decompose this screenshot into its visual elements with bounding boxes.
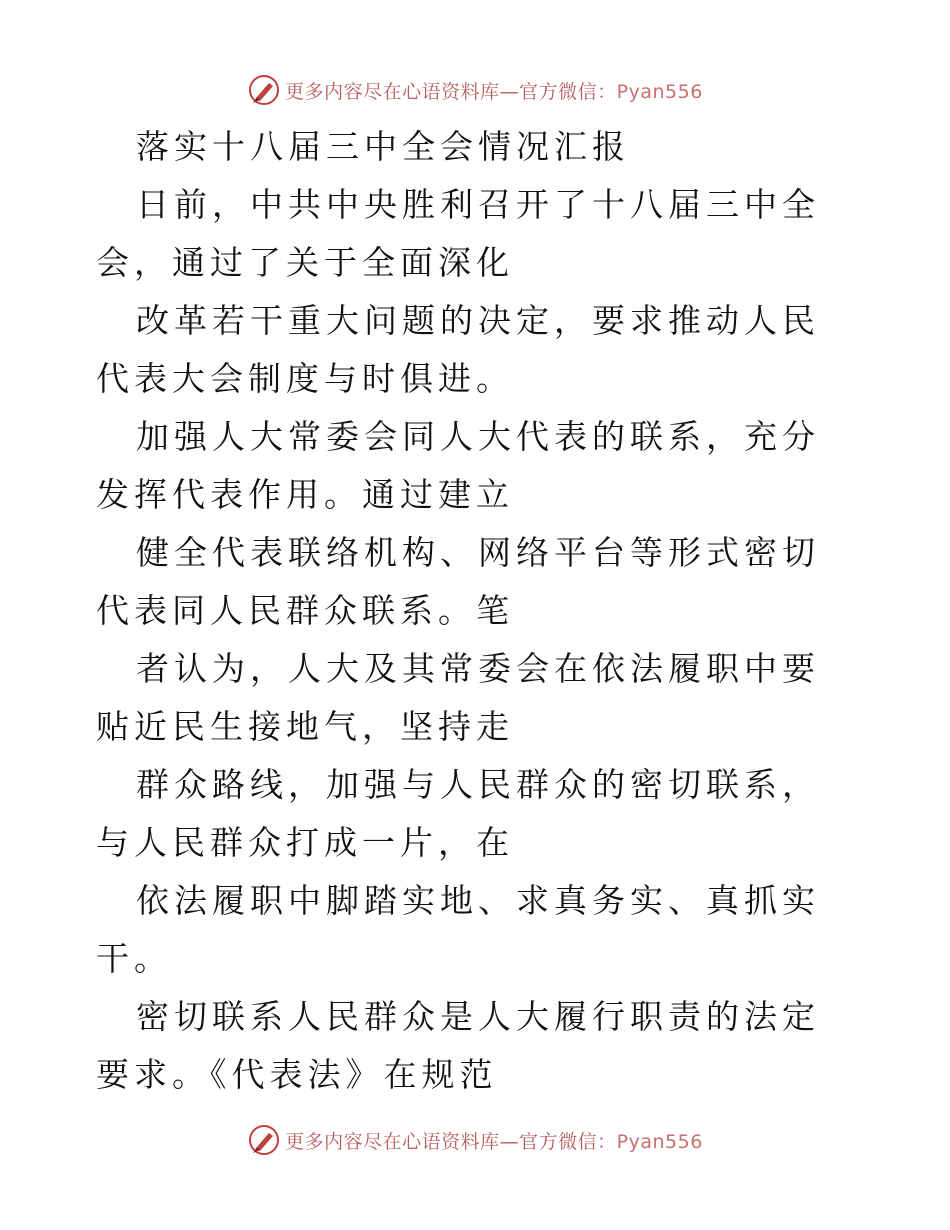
paragraph: 者认为，人大及其常委会在依法履职中要贴近民生接地气，坚持走 <box>96 649 820 746</box>
pen-logo-icon <box>247 1123 281 1157</box>
footer-watermark-banner <box>0 1120 950 1160</box>
paragraph: 群众路线，加强与人民群众的密切联系，与人民群众打成一片，在 <box>96 765 820 862</box>
paragraph: 日前，中共中央胜利召开了十八届三中全会，通过了关于全面深化 <box>96 185 820 282</box>
wechat-handle: Pyan556 <box>616 1130 703 1153</box>
paragraph: 改革若干重大问题的决定，要求推动人民代表大会制度与时俱进。 <box>96 301 820 398</box>
document-body <box>96 118 856 1104</box>
banner-text: 更多内容尽在心语资料库—官方微信：Pyan556 <box>285 1130 703 1153</box>
paragraph: 依法履职中脚踏实地、求真务实、真抓实干。 <box>96 881 820 978</box>
paragraph: 密切联系人民群众是人大履行职责的法定要求。《代表法》在规范 <box>96 997 820 1094</box>
pen-logo-icon <box>247 73 281 107</box>
paragraph: 加强人大常委会同人大代表的联系，充分发挥代表作用。通过建立 <box>96 417 820 514</box>
document-title: 落实十八届三中全会情况汇报 <box>136 127 630 166</box>
wechat-handle: Pyan556 <box>616 80 703 103</box>
paragraph: 健全代表联络机构、网络平台等形式密切代表同人民群众联系。笔 <box>96 533 820 630</box>
header-watermark-banner <box>0 70 950 110</box>
banner-text: 更多内容尽在心语资料库—官方微信：Pyan556 <box>285 80 703 103</box>
